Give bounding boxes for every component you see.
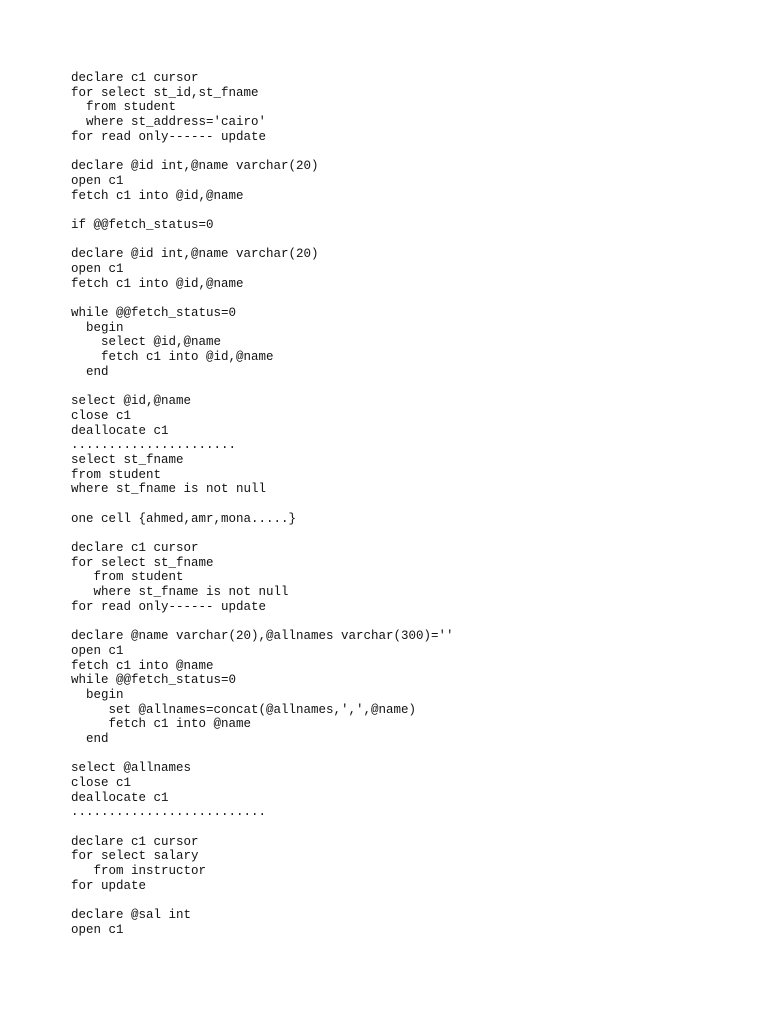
code-line: open c1 (71, 261, 124, 276)
code-line: declare c1 cursor (71, 71, 199, 85)
code-line: ...................... (71, 438, 237, 453)
code-line: where st_fname is not null (71, 585, 289, 600)
code-line (71, 379, 454, 394)
code-line: for select salary (71, 849, 199, 864)
code-line: open c1 (71, 173, 124, 188)
code-line: declare c1 cursor (71, 541, 199, 555)
code-line (71, 614, 454, 629)
code-line: declare @name varchar(20),@allnames varchar(300)='' (71, 629, 454, 644)
code-line: fetch c1 into @id,@name (71, 350, 274, 365)
code-line: begin (71, 687, 124, 702)
sql-code-block (71, 71, 454, 938)
code-line: from student (71, 467, 162, 482)
code-line: from student (71, 570, 184, 585)
code-line (71, 526, 454, 541)
code-line: select st_fname (71, 452, 184, 467)
code-line: select @allnames (71, 761, 192, 776)
code-line: for update (71, 878, 147, 893)
code-line: select @id,@name (71, 394, 192, 409)
code-line: for select st_fname (71, 555, 214, 570)
code-line: from student (71, 100, 177, 115)
code-line: while @@fetch_status=0 (71, 673, 237, 688)
code-line: while @@fetch_status=0 (71, 306, 237, 320)
code-line: if @@fetch_status=0 (71, 217, 214, 232)
code-line (71, 820, 454, 835)
code-line: one cell {ahmed,amr,mona.....} (71, 511, 297, 526)
code-line (71, 497, 454, 512)
code-line: open c1 (71, 643, 124, 658)
code-line: begin (71, 320, 124, 335)
code-line: declare c1 cursor (71, 834, 199, 849)
code-line: for read only------ update (71, 129, 267, 144)
code-line: declare @sal int (71, 908, 192, 923)
code-line (71, 291, 454, 306)
code-line: deallocate c1 (71, 423, 169, 438)
code-line: fetch c1 into @name (71, 717, 252, 732)
code-line: for select st_id,st_fname (71, 85, 259, 100)
code-line: select @id,@name (71, 335, 222, 350)
code-line: from instructor (71, 864, 207, 879)
code-line (71, 233, 454, 248)
code-line: .......................... (71, 805, 267, 820)
code-line: close c1 (71, 776, 132, 790)
code-line: open c1 (71, 922, 124, 937)
code-line: close c1 (71, 408, 132, 423)
code-line: deallocate c1 (71, 790, 169, 805)
code-line: fetch c1 into @id,@name (71, 276, 244, 291)
code-line (71, 894, 454, 909)
code-line (71, 203, 454, 218)
code-line: where st_fname is not null (71, 482, 267, 497)
code-line: end (71, 731, 109, 746)
code-line: for read only------ update (71, 599, 267, 614)
code-line: declare @id int,@name varchar(20) (71, 159, 319, 174)
code-line (71, 144, 454, 159)
code-line: fetch c1 into @name (71, 658, 214, 673)
code-line: where st_address='cairo' (71, 115, 267, 130)
code-line (71, 747, 454, 762)
code-line: end (71, 364, 109, 379)
code-line: set @allnames=concat(@allnames,',',@name) (71, 702, 417, 717)
code-line: fetch c1 into @id,@name (71, 188, 244, 203)
code-line: declare @id int,@name varchar(20) (71, 247, 319, 262)
